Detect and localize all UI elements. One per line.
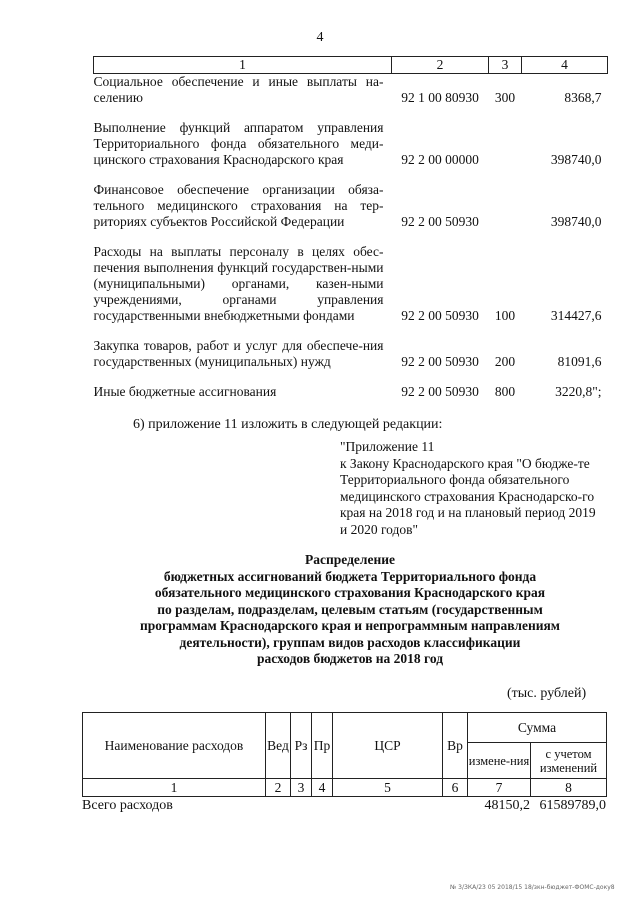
col-header-1: 1	[94, 57, 392, 74]
col-number: 8	[531, 779, 607, 797]
header-change: измене-ния	[468, 743, 531, 779]
row-sum: 81091,6	[557, 354, 602, 369]
table-row	[94, 338, 608, 370]
table-row	[94, 74, 608, 107]
total-change-value: 48150,2	[484, 798, 530, 813]
col-number: 5	[333, 779, 443, 797]
col-header-3: 3	[489, 57, 522, 74]
row-sum: 398740,0	[550, 214, 602, 229]
title-line: расходов бюджетов на 2018 год	[256, 651, 444, 666]
row-vr: 200	[494, 354, 516, 369]
title-line: Распределение	[304, 552, 396, 567]
col-number: 2	[266, 779, 291, 797]
distribution-table-header	[82, 712, 607, 797]
row-sum: 8368,7	[564, 90, 602, 105]
total-label: Всего расходов	[82, 798, 173, 813]
row-code: 92 2 00 50930	[401, 308, 479, 323]
table-row	[94, 120, 608, 168]
col-number: 1	[83, 779, 266, 797]
units-label: (тыс. рублей)	[507, 686, 587, 701]
row-sum: 3220,8";	[555, 384, 602, 399]
row-name: Закупка товаров, работ и услуг для обеспече-ния государственных (муниципальных) нужд	[93, 338, 384, 369]
col-number: 4	[312, 779, 333, 797]
row-vr: 300	[494, 90, 516, 105]
row-name: Иные бюджетные ассигнования	[93, 384, 277, 399]
col-header-4: 4	[522, 57, 608, 74]
table-row	[94, 244, 608, 324]
title-line: обязательного медицинского страхования Краснодарского края	[154, 585, 546, 600]
row-code: 92 1 00 80930	[401, 90, 479, 105]
col-number: 7	[468, 779, 531, 797]
table-header-row	[94, 57, 608, 74]
header-csr: ЦСР	[333, 713, 443, 779]
document-title	[93, 552, 607, 668]
footer-doc-id: № 3/ЗКА/23 05 2018/15 18/зкн-бюджет-ФОМС-доку8	[450, 884, 615, 891]
row-code: 92 2 00 50930	[401, 384, 479, 399]
title-line: деятельности), группам видов расходов классификации	[179, 634, 521, 650]
row-name: Расходы на выплаты персоналу в целях обес-печения выполнения функций государствен-ными (муниципальными) органами, казен-ными учреждениями, органами управления государственными внебюджетными фондами	[93, 244, 384, 323]
appendix-caption	[340, 439, 606, 538]
row-vr	[489, 182, 522, 230]
row-vr	[489, 120, 522, 168]
table-row	[94, 182, 608, 230]
row-name: Финансовое обеспечение организации обяза-тельного медицинского страхования на тер-риториях субъектов Российской Федерации	[93, 182, 384, 229]
column-number-row	[83, 779, 607, 797]
header-name: Наименование расходов	[83, 713, 266, 779]
header-rz: Рз	[291, 713, 312, 779]
row-code: 92 2 00 00000	[401, 152, 479, 167]
row-sum: 398740,0	[550, 152, 602, 167]
header-vr: Вр	[443, 713, 468, 779]
row-code: 92 2 00 50930	[401, 354, 479, 369]
appendix-title: "Приложение 11	[340, 439, 435, 454]
row-vr: 800	[494, 384, 516, 399]
expenses-table-continuation	[93, 56, 608, 400]
header-ved: Вед	[266, 713, 291, 779]
header-sum: Сумма	[468, 713, 607, 743]
appendix-reference: к Закону Краснодарского края "О бюдже-те Территориального фонда обязательного медицинского страхования Краснодарско-го края на 2018 год и на плановый период 2019 и 2020 годов"	[340, 455, 596, 537]
row-code: 92 2 00 50930	[401, 214, 479, 229]
title-line: программам Краснодарского края и непрограммным направлениям	[139, 618, 561, 633]
row-name: Выполнение функций аппаратом управления Территориального фонда обязательного меди-цинского страхования Краснодарского края	[93, 120, 384, 167]
total-with-changes-value: 61589789,0	[539, 798, 606, 813]
title-line: по разделам, подразделам, целевым статьям (государственным	[157, 601, 543, 617]
header-pr: Пр	[312, 713, 333, 779]
row-name: Социальное обеспечение и иные выплаты на-селению	[93, 74, 384, 105]
title-line: бюджетных ассигнований бюджета Территориального фонда	[163, 568, 537, 584]
col-number: 3	[291, 779, 312, 797]
row-vr: 100	[494, 308, 516, 323]
page-number: 4	[316, 30, 324, 45]
row-sum: 314427,6	[550, 308, 602, 323]
header-with-changes: с учетом изменений	[531, 743, 607, 779]
col-header-2: 2	[392, 57, 489, 74]
amendment-item: 6) приложение 11 изложить в следующей редакции:	[133, 417, 443, 432]
col-number: 6	[443, 779, 468, 797]
table-row	[94, 384, 608, 400]
